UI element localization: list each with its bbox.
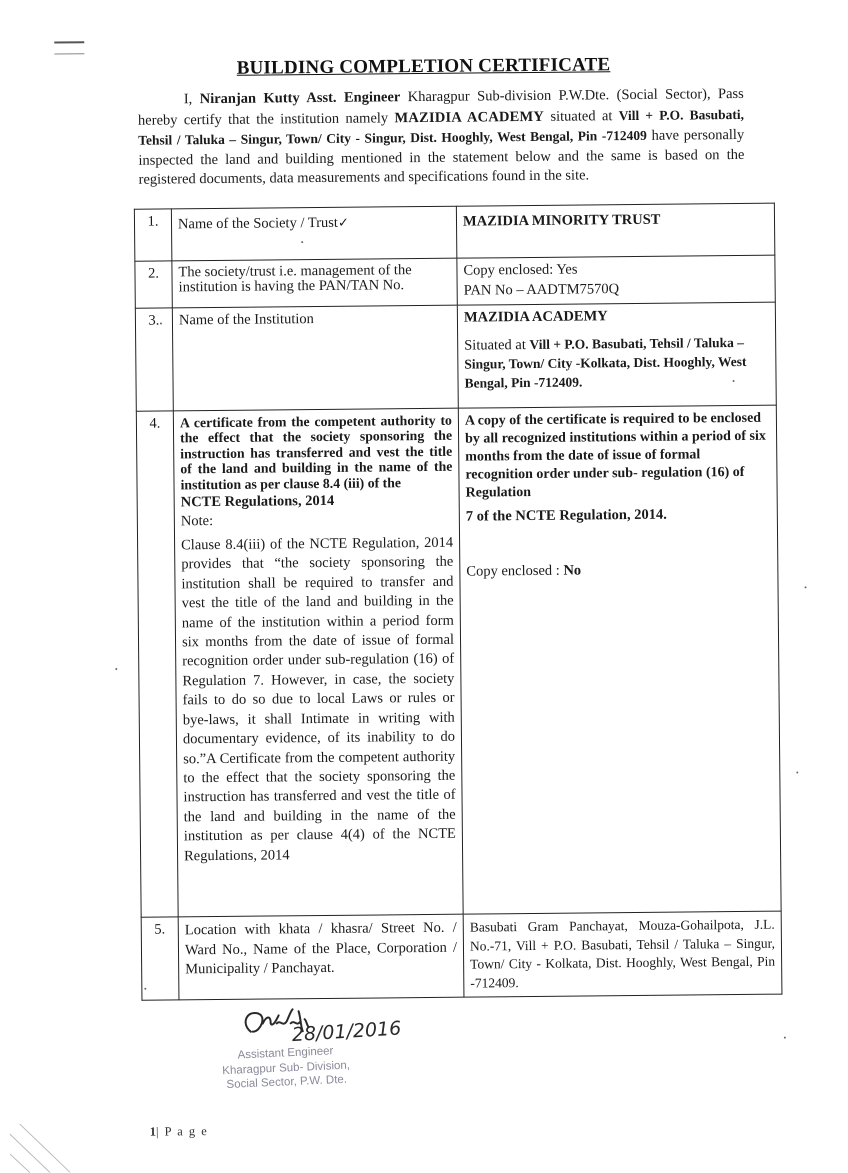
pan-number: PAN No – AADTM7570Q — [463, 281, 620, 299]
institution-situated — [464, 333, 770, 393]
engineer-name: Niranjan Kutty Asst. Engineer — [199, 89, 401, 108]
document-title: BUILDING COMPLETION CERTIFICATE — [236, 54, 611, 79]
official-stamp — [190, 1042, 382, 1094]
note-label: Note: — [180, 513, 214, 530]
institution-address: Vill + P.O. Basubati, Tehsil / Taluka – Singur, Town/ City - Singur, Dist. Hooghly, West Bengal, Pin -712409 — [138, 106, 745, 148]
scan-dot — [301, 241, 303, 243]
certificate-requirement: A certificate from the competent authority to the effect that the society sponsoring the instruction has transferred and vest the title of the land and building in the name of the institution as per clause 8.4 (iii) of the — [179, 412, 453, 492]
stamp-line: Kharagpur Sub- Division, — [221, 1059, 351, 1077]
signature-date: 28/01/2016 — [291, 1017, 402, 1047]
copy-enclosed-status — [466, 561, 771, 581]
row-number: 3. — [135, 308, 173, 411]
field-label: Name of the Society / Trust — [177, 214, 338, 233]
row-number: 4. — [136, 411, 178, 917]
intro-text-4: have personally inspected the land and building mentioned in the statement below and the same is based on the registered documents, data measurements and specifications found in the site. — [138, 127, 745, 189]
copy-enclosed-yes: Copy enclosed: Yes — [463, 261, 578, 279]
intro-text-3: situated at — [543, 107, 619, 125]
row-field: Name of the Institution — [172, 305, 458, 411]
page-footer — [150, 1124, 209, 1140]
table-row — [135, 302, 776, 411]
institution-title: MAZIDIA ACADEMY — [463, 308, 608, 326]
row-number: 5. — [141, 917, 179, 1000]
certificate-requirement-end: NCTE Regulations, 2014 — [180, 492, 335, 511]
situated-label: Situated at — [464, 336, 530, 354]
location-value: Basubati Gram Panchayat, Mouza-Gohailpota, J.L. No.-71, Vill + P.O. Basubati, Tehsil / Taluka – Singur, Town/ City - Kolkata, Dist. Hooghly, West Bengal, Pin -712409. — [463, 911, 782, 997]
scan-dot — [115, 668, 117, 670]
row-field — [173, 408, 463, 917]
intro-text-2: Kharagpur Sub-division P.W.Dte. (Social Sector), Pass hereby certify that the institution namely — [137, 85, 744, 129]
stamp-line: Social Sector, P.W. Dte. — [226, 1073, 348, 1092]
scan-dot — [160, 323, 162, 325]
institution-name: MAZIDIA ACADEMY — [394, 108, 545, 126]
scan-artifact-icon — [10, 1123, 90, 1173]
row-field: The society/trust i.e. management of the institution is having the PAN/TAN No. — [172, 258, 457, 308]
page-label: | P a g e — [155, 1124, 209, 1139]
certificate-copy-requirement-end: 7 of the NCTE Regulation, 2014. — [465, 506, 667, 525]
table-row — [134, 203, 774, 261]
scan-dot — [733, 380, 735, 382]
intro-paragraph — [138, 85, 745, 191]
certificate-table — [134, 203, 783, 1001]
table-row — [141, 911, 782, 1000]
intro-text-1: I, — [183, 91, 200, 108]
page-number: 1 — [149, 1124, 157, 1139]
row-number: 2. — [135, 261, 172, 308]
certificate-value — [458, 405, 781, 914]
row-number: 1. — [134, 209, 171, 261]
clause-note-text: Clause 8.4(iii) of the NCTE Regulation, 2014 provides that “the society sponsoring the institution shall be required to transfer and vest the title of the land and building in the name of the institution within a period form six months from the date of issue of formal recognition order under sub-regulation (16) of Regulation 7. However, in case, the society fails to do so due to local Laws or rules or bye-laws, it shall Intimate in writing with documentary evidence, of its inability to do so.”A Certificate from the competent authority to the effect that the society sponsoring the instruction has transferred and vest the title of the land and building in the name of the institution as per clause 4(4) of the NCTE Regulations, 2014 — [181, 534, 456, 864]
copy-enclosed-label: Copy enclosed : — [466, 562, 564, 580]
row-field — [171, 206, 456, 261]
pan-value — [457, 255, 775, 305]
scan-dot — [144, 988, 146, 990]
table-row — [135, 255, 775, 308]
stamp-line: Assistant Engineer — [237, 1045, 334, 1062]
table-row — [136, 405, 781, 917]
certificate-copy-requirement: A copy of the certificate is required to be enclosed by all recognized institutions within a period of six months from the date of issue of formal recognition order under sub- regulation (16) of Regulation — [464, 410, 766, 501]
row-field: Location with khata / khasra/ Street No. / Ward No., Name of the Place, Corporation / Municipality / Panchayat. — [178, 914, 464, 1000]
situated-address: Vill + P.O. Basubati, Tehsil / Taluka – Singur, Town/ City -Kolkata, Dist. Hooghly, West Bengal, Pin -712409. — [464, 334, 747, 391]
scan-dot — [796, 771, 798, 773]
scan-dot — [784, 1037, 786, 1039]
copy-enclosed-value: No — [563, 562, 582, 579]
checkmark-icon: ✓ — [337, 214, 349, 230]
institution-value — [457, 302, 776, 408]
society-name-value: MAZIDIA MINORITY TRUST — [456, 203, 774, 258]
corner-scan-mark — [54, 41, 84, 54]
scan-dot — [805, 586, 807, 588]
